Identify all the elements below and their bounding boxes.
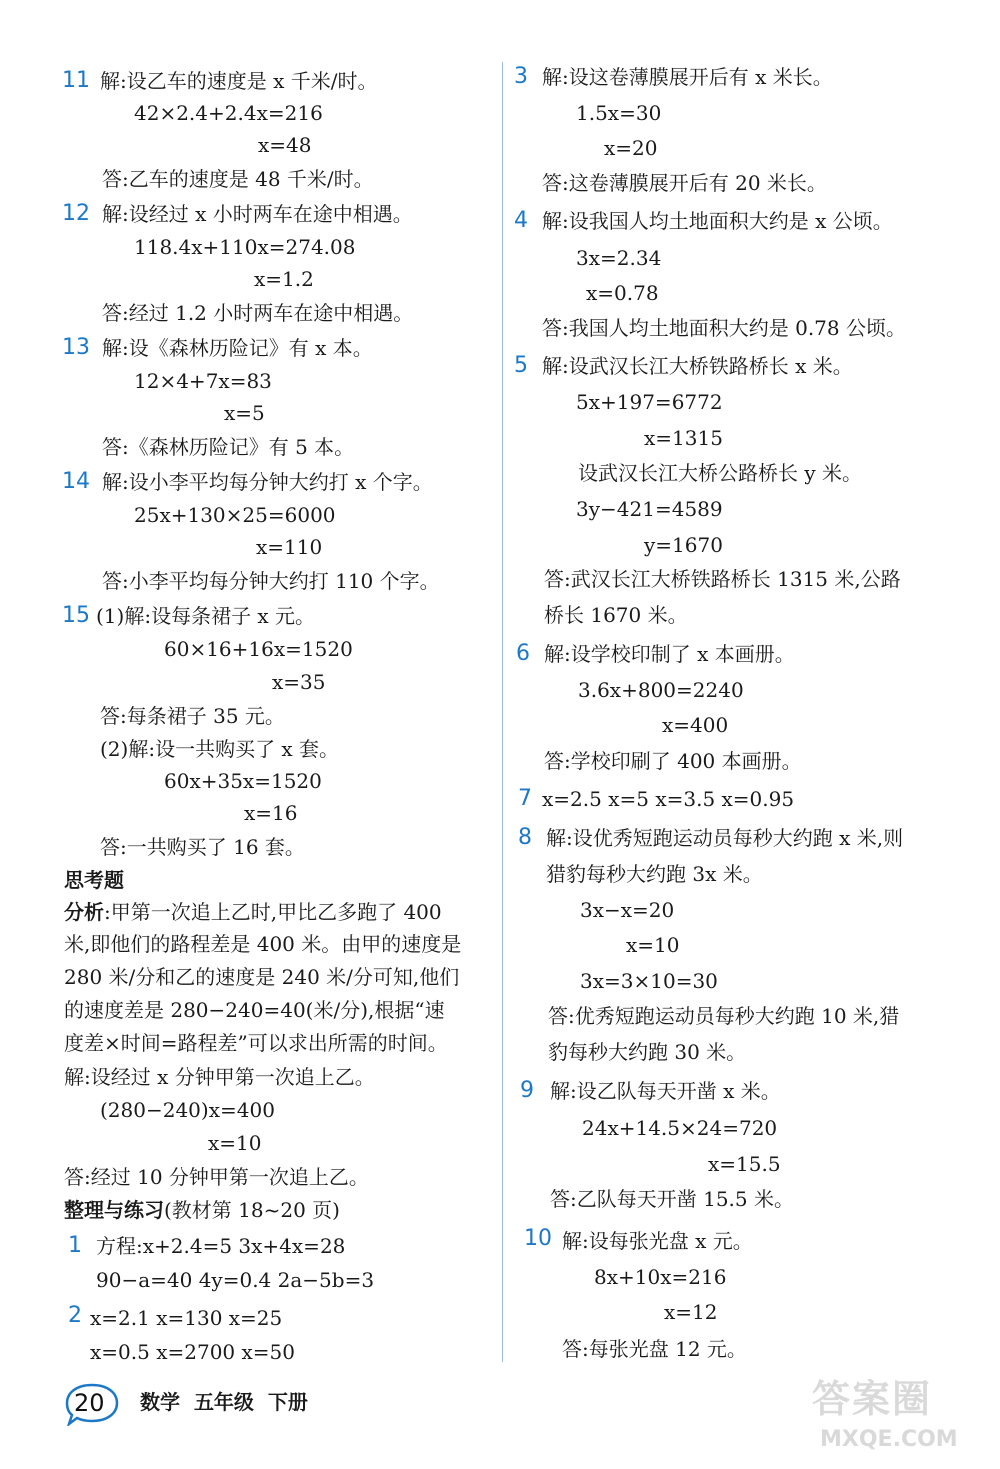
equation-line: x=48 — [258, 133, 312, 157]
equation-line: y=1670 — [644, 533, 723, 557]
book-grade: 五年级 — [193, 1390, 254, 1414]
problem-number-13: 13 — [62, 335, 90, 360]
section-title-review — [64, 1197, 340, 1223]
equation-line: x=1315 — [644, 426, 723, 450]
problem-number-r1: 1 — [68, 1233, 82, 1258]
answer-line: 答:一共购买了 16 套。 — [100, 835, 305, 859]
analysis-line: 的速度差是 280−240=40(米/分),根据“速 — [64, 998, 445, 1022]
problem-number-9: 9 — [520, 1078, 534, 1103]
equation-line: x=110 — [256, 535, 323, 559]
solution-line: 设武汉长江大桥公路桥长 y 米。 — [578, 461, 863, 485]
problem-number-15: 15 — [62, 603, 90, 628]
equation-line: 5x+197=6772 — [576, 390, 723, 414]
equation-line: x=400 — [662, 713, 729, 737]
solution-line: 解:设小李平均每分钟大约打 x 个字。 — [102, 470, 433, 494]
equation-line: x=12 — [664, 1300, 718, 1324]
solution-line: 解:设经过 x 分钟甲第一次追上乙。 — [64, 1065, 375, 1089]
answer-line: 答:优秀短跑运动员每秒大约跑 10 米,猎 — [548, 1004, 900, 1028]
equation-line: 3x−x=20 — [580, 898, 675, 922]
problem-number-4: 4 — [514, 208, 528, 233]
equation-line: x=16 — [244, 801, 298, 825]
equation-line: 3x=2.34 — [576, 246, 662, 270]
problem-number-7: 7 — [518, 786, 532, 811]
equation-line: 60x+35x=1520 — [164, 769, 322, 793]
answer-line: 答:《森林历险记》有 5 本。 — [102, 435, 355, 459]
solution-line: 解:设这卷薄膜展开后有 x 米长。 — [542, 65, 833, 89]
solution-line: 解:设经过 x 小时两车在途中相遇。 — [102, 202, 413, 226]
solution-line: 解:设优秀短跑运动员每秒大约跑 x 米,则 — [546, 826, 904, 850]
solution-line: 解:设《森林历险记》有 x 本。 — [102, 336, 373, 360]
equation-line: 42×2.4+2.4x=216 — [134, 101, 323, 125]
answer-line: 豹每秒大约跑 30 米。 — [548, 1040, 747, 1064]
equation-line: 3y−421=4589 — [576, 497, 723, 521]
answer-line: 90−a=40 4y=0.4 2a−5b=3 — [96, 1268, 375, 1292]
equation-line: x=35 — [272, 670, 326, 694]
solution-line: 解:设我国人均土地面积大约是 x 公顷。 — [542, 209, 893, 233]
answer-line: 答:这卷薄膜展开后有 20 米长。 — [542, 171, 827, 195]
equation-line: 3x=3×10=30 — [580, 969, 718, 993]
problem-number-6: 6 — [516, 641, 530, 666]
problem-number-5: 5 — [514, 353, 528, 378]
equation-line: x=0.78 — [586, 281, 659, 305]
equation-line: 1.5x=30 — [576, 101, 662, 125]
answer-line: 答:每条裙子 35 元。 — [100, 704, 285, 728]
equation-line: 118.4x+110x=274.08 — [134, 235, 356, 259]
answer-line: x=0.5 x=2700 x=50 — [90, 1340, 295, 1364]
review-pages: (教材第 18~20 页) — [164, 1198, 340, 1222]
solution-line: 解:设每张光盘 x 元。 — [562, 1229, 753, 1253]
answer-line: 答:乙车的速度是 48 千米/时。 — [102, 167, 374, 191]
analysis-line: 米,即他们的路程差是 400 米。由甲的速度是 — [64, 932, 462, 956]
analysis-line: 280 米/分和乙的速度是 240 米/分可知,他们 — [64, 965, 460, 989]
book-volume: 下册 — [267, 1390, 308, 1414]
solution-line: 解:设武汉长江大桥铁路桥长 x 米。 — [542, 354, 853, 378]
review-title: 整理与练习 — [64, 1198, 164, 1222]
problem-number-r2: 2 — [68, 1303, 82, 1328]
problem-number-3: 3 — [514, 64, 528, 89]
equation-line: x=20 — [604, 136, 658, 160]
analysis-text: :甲第一次追上乙时,甲比乙多跑了 400 — [104, 900, 442, 924]
page-number: 20 — [74, 1389, 105, 1417]
answer-line: 答:经过 1.2 小时两车在途中相遇。 — [102, 301, 414, 325]
equation-line: 24x+14.5×24=720 — [582, 1116, 778, 1140]
solution-line: 解:设学校印制了 x 本画册。 — [544, 642, 795, 666]
equation-line: (280−240)x=400 — [100, 1098, 275, 1122]
solution-line: (1)解:设每条裙子 x 元。 — [96, 604, 316, 628]
book-info — [140, 1388, 308, 1416]
equation-line: 60×16+16x=1520 — [164, 637, 353, 661]
book-subject: 数学 — [140, 1390, 180, 1414]
solution-line: (2)解:设一共购买了 x 套。 — [100, 737, 340, 761]
answer-line: x=2.5 x=5 x=3.5 x=0.95 — [542, 787, 795, 811]
equation-line: x=1.2 — [254, 267, 314, 291]
answer-line: 答:学校印刷了 400 本画册。 — [544, 749, 802, 773]
equation-line: 25x+130×25=6000 — [134, 503, 336, 527]
equation-line: x=5 — [224, 401, 265, 425]
analysis-line — [64, 899, 442, 925]
answer-line: 答:小李平均每分钟大约打 110 个字。 — [102, 569, 440, 593]
answer-line: 答:我国人均土地面积大约是 0.78 公顷。 — [542, 316, 906, 340]
equation-line: x=10 — [208, 1131, 262, 1155]
answer-line: 答:乙队每天开凿 15.5 米。 — [550, 1187, 794, 1211]
problem-number-10: 10 — [524, 1226, 552, 1251]
answer-line: 桥长 1670 米。 — [544, 603, 688, 627]
analysis-label: 分析 — [64, 900, 104, 924]
answer-line: 答:每张光盘 12 元。 — [562, 1337, 747, 1361]
analysis-line: 度差×时间=路程差”可以求出所需的时间。 — [64, 1031, 448, 1055]
problem-number-12: 12 — [62, 201, 90, 226]
equation-line: x=15.5 — [708, 1152, 781, 1176]
column-divider — [502, 62, 503, 1362]
answer-line: 答:经过 10 分钟甲第一次追上乙。 — [64, 1165, 369, 1189]
problem-number-8: 8 — [518, 825, 532, 850]
equation-line: x=10 — [626, 933, 680, 957]
answer-line: 方程:x+2.4=5 3x+4x=28 — [96, 1234, 346, 1258]
watermark-url: MXQE.COM — [820, 1427, 958, 1452]
answer-line: x=2.1 x=130 x=25 — [90, 1306, 283, 1330]
problem-number-11: 11 — [62, 68, 90, 93]
section-title-thinking: 思考题 — [64, 868, 124, 892]
solution-line: 解:设乙车的速度是 x 千米/时。 — [100, 69, 378, 93]
equation-line: 8x+10x=216 — [594, 1265, 727, 1289]
problem-number-14: 14 — [62, 469, 90, 494]
equation-line: 12×4+7x=83 — [134, 369, 272, 393]
watermark — [812, 1376, 987, 1462]
watermark-logo: 答案圈 — [812, 1377, 933, 1421]
equation-line: 3.6x+800=2240 — [578, 678, 744, 702]
solution-line: 猎豹每秒大约跑 3x 米。 — [546, 862, 763, 886]
solution-line: 解:设乙队每天开凿 x 米。 — [550, 1079, 781, 1103]
answer-line: 答:武汉长江大桥铁路桥长 1315 米,公路 — [544, 567, 901, 591]
